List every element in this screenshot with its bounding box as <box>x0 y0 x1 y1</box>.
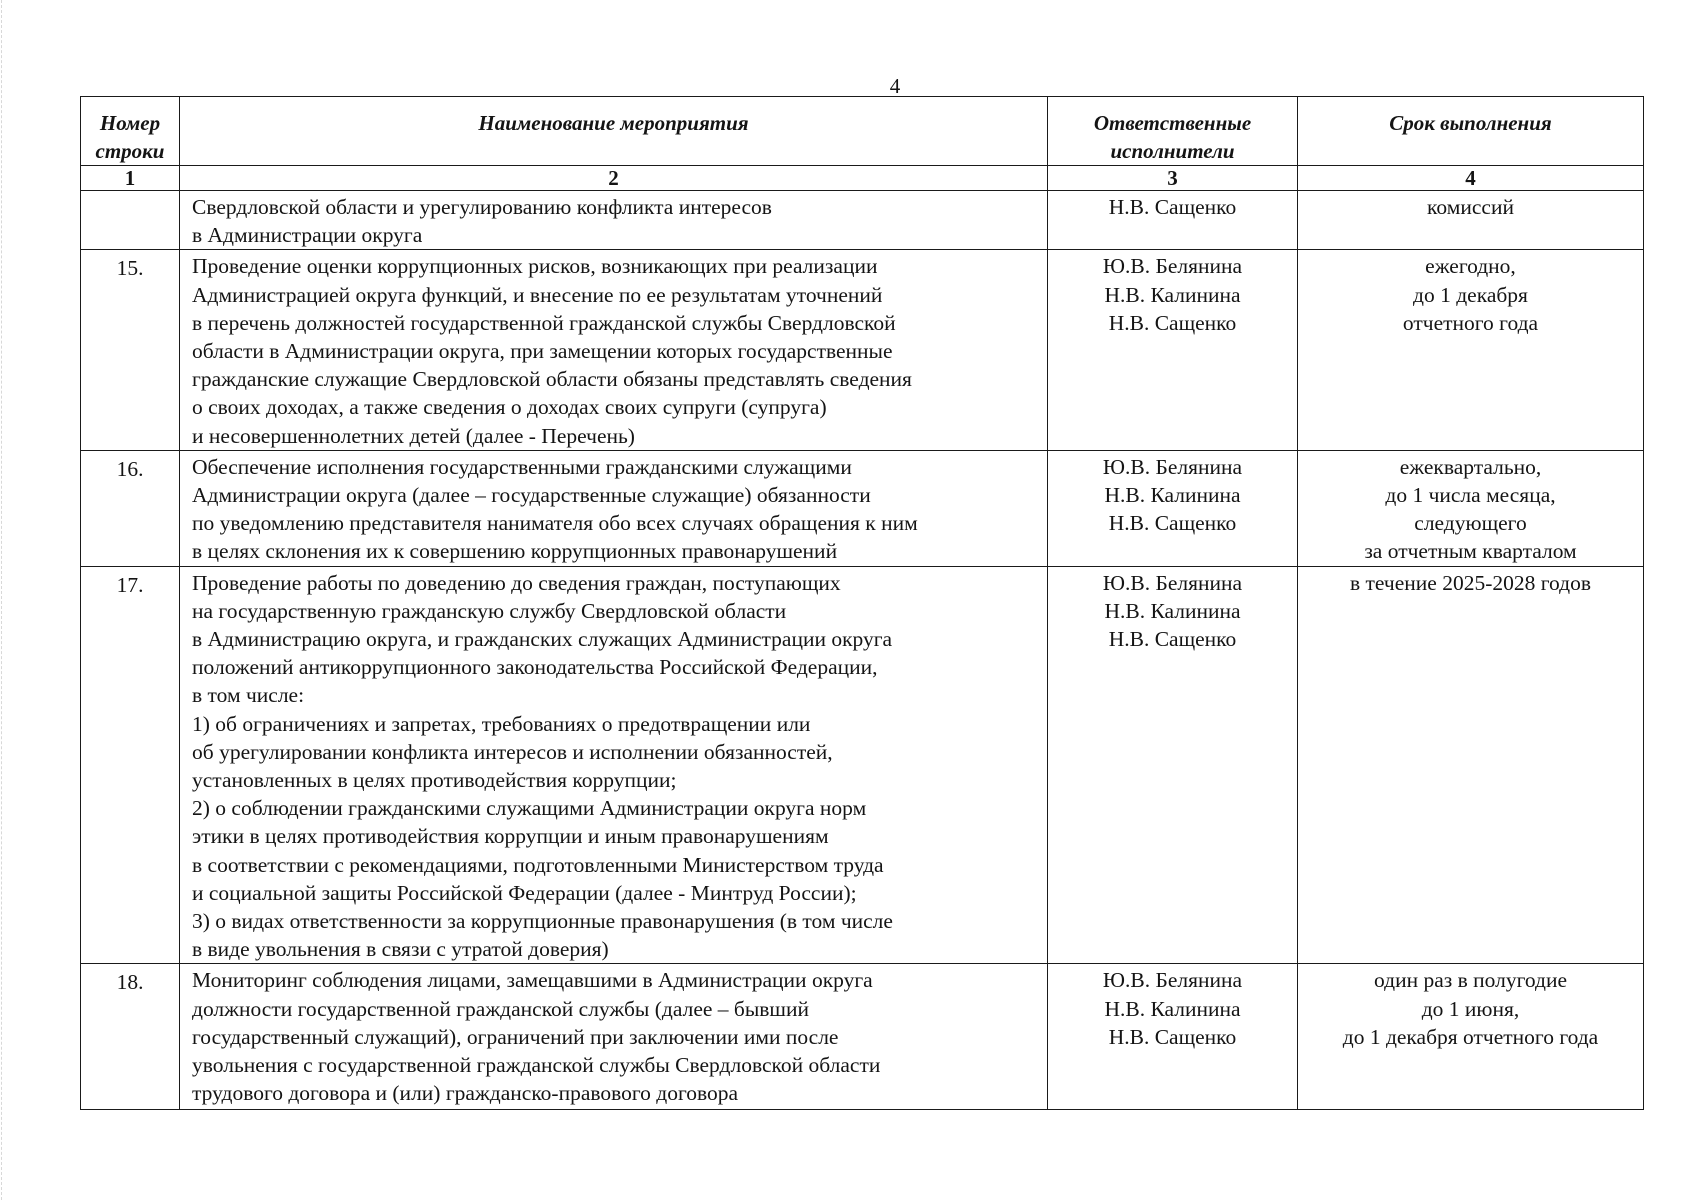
deadline <box>1298 191 1644 250</box>
measure-text-line: в том числе: <box>192 683 305 708</box>
executor-name: Ю.В. Белянина <box>1102 254 1243 279</box>
column-number: 4 <box>1298 166 1644 191</box>
table-row <box>81 450 1644 566</box>
measure-text-line: в Администрацию округа, и гражданских служащих Администрации округа <box>192 627 893 652</box>
measure-text-line: этики в целях противодействия коррупции и иным правонарушениям <box>192 824 829 849</box>
executor-name: Ю.В. Белянина <box>1102 570 1243 595</box>
row-number <box>81 191 180 250</box>
measure-text-line: Проведение работы по доведению до сведения граждан, поступающих <box>192 570 841 595</box>
measure-text-line: установленных в целях противодействия коррупции; <box>192 768 677 793</box>
measure-text-line: на государственную гражданскую службу Свердловской области <box>192 598 787 623</box>
measures-table-container <box>80 96 1643 1110</box>
measure-text-line: Обеспечение исполнения государственными гражданскими служащими <box>192 454 852 479</box>
scan-edge-artifact <box>1 0 3 1200</box>
measure-text-line: трудового договора и (или) гражданско-правового договора <box>192 1081 739 1106</box>
responsible-executors <box>1048 964 1298 1110</box>
header-deadline: Срок выполнения <box>1298 97 1644 166</box>
measure-text-line: Администрацией округа функций, и внесение по ее результатам уточнений <box>192 282 883 307</box>
executor-name: Н.В. Калинина <box>1104 483 1241 508</box>
executor-name: Н.В. Сащенко <box>1108 310 1237 335</box>
deadline-line: за отчетным кварталом <box>1364 539 1577 564</box>
table-row <box>81 191 1644 250</box>
executor-name: Н.В. Калинина <box>1104 282 1241 307</box>
deadline-line: до 1 числа месяца, <box>1385 483 1556 508</box>
measure-description <box>180 566 1048 964</box>
measure-description <box>180 250 1048 450</box>
deadline-line: ежеквартально, <box>1399 454 1542 479</box>
executor-name: Н.В. Калинина <box>1104 996 1241 1021</box>
row-number: 16. <box>81 450 180 566</box>
column-number-row <box>81 166 1644 191</box>
page-number: 4 <box>889 74 901 98</box>
row-number: 18. <box>81 964 180 1110</box>
executor-name: Н.В. Сащенко <box>1108 511 1237 536</box>
header-row <box>81 97 1644 166</box>
measure-text-line: об урегулировании конфликта интересов и исполнении обязанностей, <box>192 739 833 764</box>
measure-text-line: в перечень должностей государственной гражданской службы Свердловской <box>192 310 896 335</box>
executor-name: Ю.В. Белянина <box>1102 454 1243 479</box>
deadline-line: ежегодно, <box>1425 254 1516 279</box>
measure-text-line: Проведение оценки коррупционных рисков, возникающих при реализации <box>192 254 878 279</box>
measure-text-line: в целях склонения их к совершению коррупционных правонарушений <box>192 539 838 564</box>
column-number: 2 <box>180 166 1048 191</box>
measure-text-line: и социальной защиты Российской Федерации (далее - Минтруд России); <box>192 880 857 905</box>
executor-name: Н.В. Калинина <box>1104 598 1241 623</box>
measure-text-line: 3) о видах ответственности за коррупционные правонарушения (в том числе <box>192 909 893 934</box>
executor-name: Н.В. Сащенко <box>1108 195 1237 219</box>
deadline-line: комиссий <box>1427 195 1514 219</box>
measure-description <box>180 964 1048 1110</box>
measure-text-line: Администрации округа (далее – государственные служащие) обязанности <box>192 483 871 508</box>
row-number: 15. <box>81 250 180 450</box>
measure-text-line: 2) о соблюдении гражданскими служащими Администрации округа норм <box>192 796 867 821</box>
executor-name: Н.В. Сащенко <box>1108 627 1237 652</box>
header-measure-name: Наименование мероприятия <box>180 97 1048 166</box>
measure-text-line: и несовершеннолетних детей (далее - Перечень) <box>192 423 635 448</box>
table-row <box>81 250 1644 450</box>
measure-text-line: должности государственной гражданской службы (далее – бывший <box>192 996 810 1021</box>
measure-text-line: положений антикоррупционного законодательства Российской Федерации, <box>192 655 878 680</box>
executor-name: Ю.В. Белянина <box>1102 968 1243 993</box>
deadline <box>1298 450 1644 566</box>
responsible-executors <box>1048 191 1298 250</box>
measure-text-line: в Администрации округа <box>192 223 423 248</box>
deadline-line: в течение 2025-2028 годов <box>1349 570 1591 595</box>
deadline-line: следующего <box>1414 511 1527 536</box>
deadline <box>1298 250 1644 450</box>
measure-text-line: в виде увольнения в связи с утратой доверия) <box>192 937 609 962</box>
deadline <box>1298 964 1644 1110</box>
deadline-line: один раз в полугодие <box>1374 968 1567 993</box>
measure-description <box>180 191 1048 250</box>
measure-text-line: по уведомлению представителя нанимателя обо всех случаях обращения к ним <box>192 511 918 536</box>
deadline-line: до 1 декабря <box>1413 282 1528 307</box>
responsible-executors <box>1048 250 1298 450</box>
measure-description <box>180 450 1048 566</box>
measure-text-line: гражданские служащие Свердловской области обязаны представлять сведения <box>192 367 912 392</box>
deadline-line: до 1 декабря отчетного года <box>1342 1024 1599 1049</box>
deadline <box>1298 566 1644 964</box>
measure-text-line: о своих доходах, а также сведения о доходах своих супруги (супруга) <box>192 395 827 420</box>
executor-name: Н.В. Сащенко <box>1108 1024 1237 1049</box>
responsible-executors <box>1048 566 1298 964</box>
row-number: 17. <box>81 566 180 964</box>
table-row <box>81 964 1644 1110</box>
header-responsible: Ответственные исполнители <box>1048 97 1298 166</box>
measure-text-line: Свердловской области и урегулированию конфликта интересов <box>192 195 772 219</box>
measures-table <box>80 96 1644 1110</box>
column-number: 3 <box>1048 166 1298 191</box>
header-row-number: Номер строки <box>81 97 180 166</box>
column-number: 1 <box>81 166 180 191</box>
measure-text-line: области в Администрации округа, при замещении которых государственные <box>192 339 893 364</box>
measure-text-line: Мониторинг соблюдения лицами, замещавшими в Администрации округа <box>192 968 873 993</box>
table-row <box>81 566 1644 964</box>
measure-text-line: в соответствии с рекомендациями, подготовленными Министерством труда <box>192 852 884 877</box>
measure-text-line: государственный служащий), ограничений при заключении ими после <box>192 1024 839 1049</box>
deadline-line: отчетного года <box>1402 310 1539 335</box>
deadline-line: до 1 июня, <box>1421 996 1520 1021</box>
table-body <box>81 166 1644 1110</box>
measure-text-line: 1) об ограничениях и запретах, требованиях о предотвращении или <box>192 711 811 736</box>
measure-text-line: увольнения с государственной гражданской службы Свердловской области <box>192 1053 881 1078</box>
responsible-executors <box>1048 450 1298 566</box>
